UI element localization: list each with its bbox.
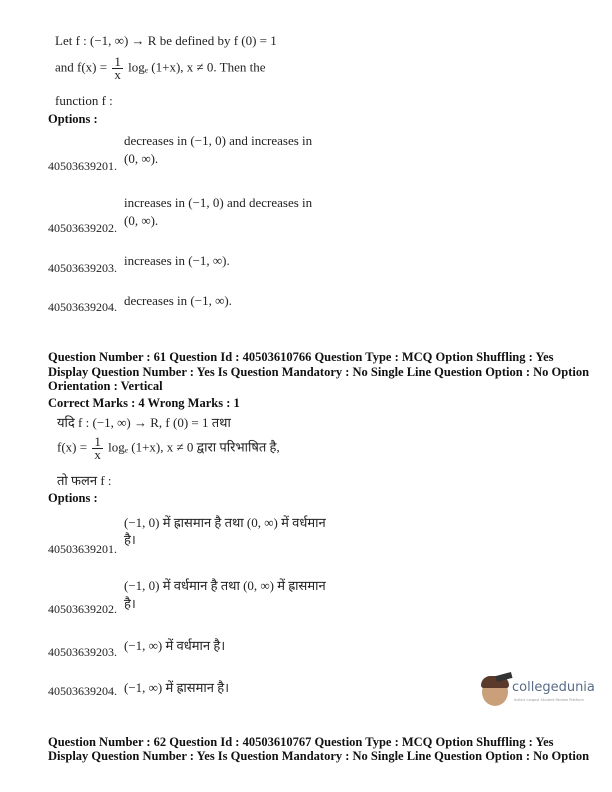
- option-text-cont: (0, ∞).: [124, 213, 159, 228]
- q60-stem-post: logₑ (1+x), x ≠ 0. Then the: [124, 59, 266, 75]
- q62-header-line1: Question Number : 62 Question Id : 40503610767 Question Type : MCQ Option Shuffling : Yes: [48, 735, 554, 749]
- option-id: 40503639204.: [48, 300, 117, 314]
- fraction: [92, 436, 103, 461]
- q61-stem-pre: f(x) =: [57, 439, 91, 455]
- frac-numerator: 1: [94, 434, 101, 449]
- collegedunia-logo: [482, 676, 595, 710]
- option-id: 40503639201.: [48, 542, 117, 556]
- option-text: (−1, 0) में ह्रासमान है तथा (0, ∞) में वर्धमान: [124, 515, 326, 530]
- q60-stem-line1: Let f : (−1, ∞) → R be defined by f (0) = 1: [55, 33, 277, 48]
- logo-tagline: India's Largest Student Review Platform: [514, 698, 584, 702]
- option-text-cont: है।: [124, 596, 136, 611]
- options-label: Options :: [48, 491, 98, 505]
- q61-stem-line2: [57, 436, 280, 461]
- option-id: 40503639201.: [48, 159, 117, 173]
- q61-stem-line1: यदि f : (−1, ∞) → R, f (0) = 1 तथा: [57, 415, 231, 430]
- option-text-cont: है।: [124, 532, 136, 547]
- logo-text: collegedunia: [512, 680, 595, 695]
- q60-stem-pre: and f(x) =: [55, 59, 111, 75]
- q60-stem-line3: function f :: [55, 93, 113, 108]
- q61-header-line1: Question Number : 61 Question Id : 40503610766 Question Type : MCQ Option Shuffling : Yes: [48, 350, 554, 364]
- option-text: increases in (−1, ∞).: [124, 253, 230, 268]
- q61-marks: Correct Marks : 4 Wrong Marks : 1: [48, 396, 240, 410]
- frac-denominator: x: [94, 447, 101, 462]
- fraction: [112, 56, 123, 81]
- frac-numerator: 1: [114, 54, 121, 69]
- q61-header-line2: Display Question Number : Yes Is Question Mandatory : No Single Line Question Option : No Option: [48, 365, 590, 379]
- q61-stem-post: logₑ (1+x), x ≠ 0 द्वारा परिभाषित है,: [104, 439, 280, 455]
- option-text: decreases in (−1, 0) and increases in: [124, 133, 313, 148]
- option-id: 40503639203.: [48, 645, 117, 659]
- option-id: 40503639203.: [48, 261, 117, 275]
- option-id: 40503639204.: [48, 684, 117, 698]
- option-text: (−1, ∞) में ह्रासमान है।: [124, 680, 230, 695]
- option-text: increases in (−1, 0) and decreases in: [124, 195, 313, 210]
- q62-header-line2: Display Question Number : Yes Is Question Mandatory : No Single Line Question Option : No Option: [48, 749, 590, 763]
- option-id: 40503639202.: [48, 221, 117, 235]
- option-text: (−1, 0) में वर्धमान है तथा (0, ∞) में ह्रासमान: [124, 578, 326, 593]
- q61-header-line3: Orientation : Vertical: [48, 379, 163, 393]
- option-id: 40503639202.: [48, 602, 117, 616]
- frac-denominator: x: [114, 67, 121, 82]
- q61-stem-line3: तो फलन f :: [57, 473, 112, 488]
- options-label: Options :: [48, 112, 98, 126]
- q60-stem-line2: [55, 56, 266, 81]
- option-text: (−1, ∞) में वर्धमान है।: [124, 638, 226, 653]
- option-text: decreases in (−1, ∞).: [124, 293, 232, 308]
- option-text-cont: (0, ∞).: [124, 151, 159, 166]
